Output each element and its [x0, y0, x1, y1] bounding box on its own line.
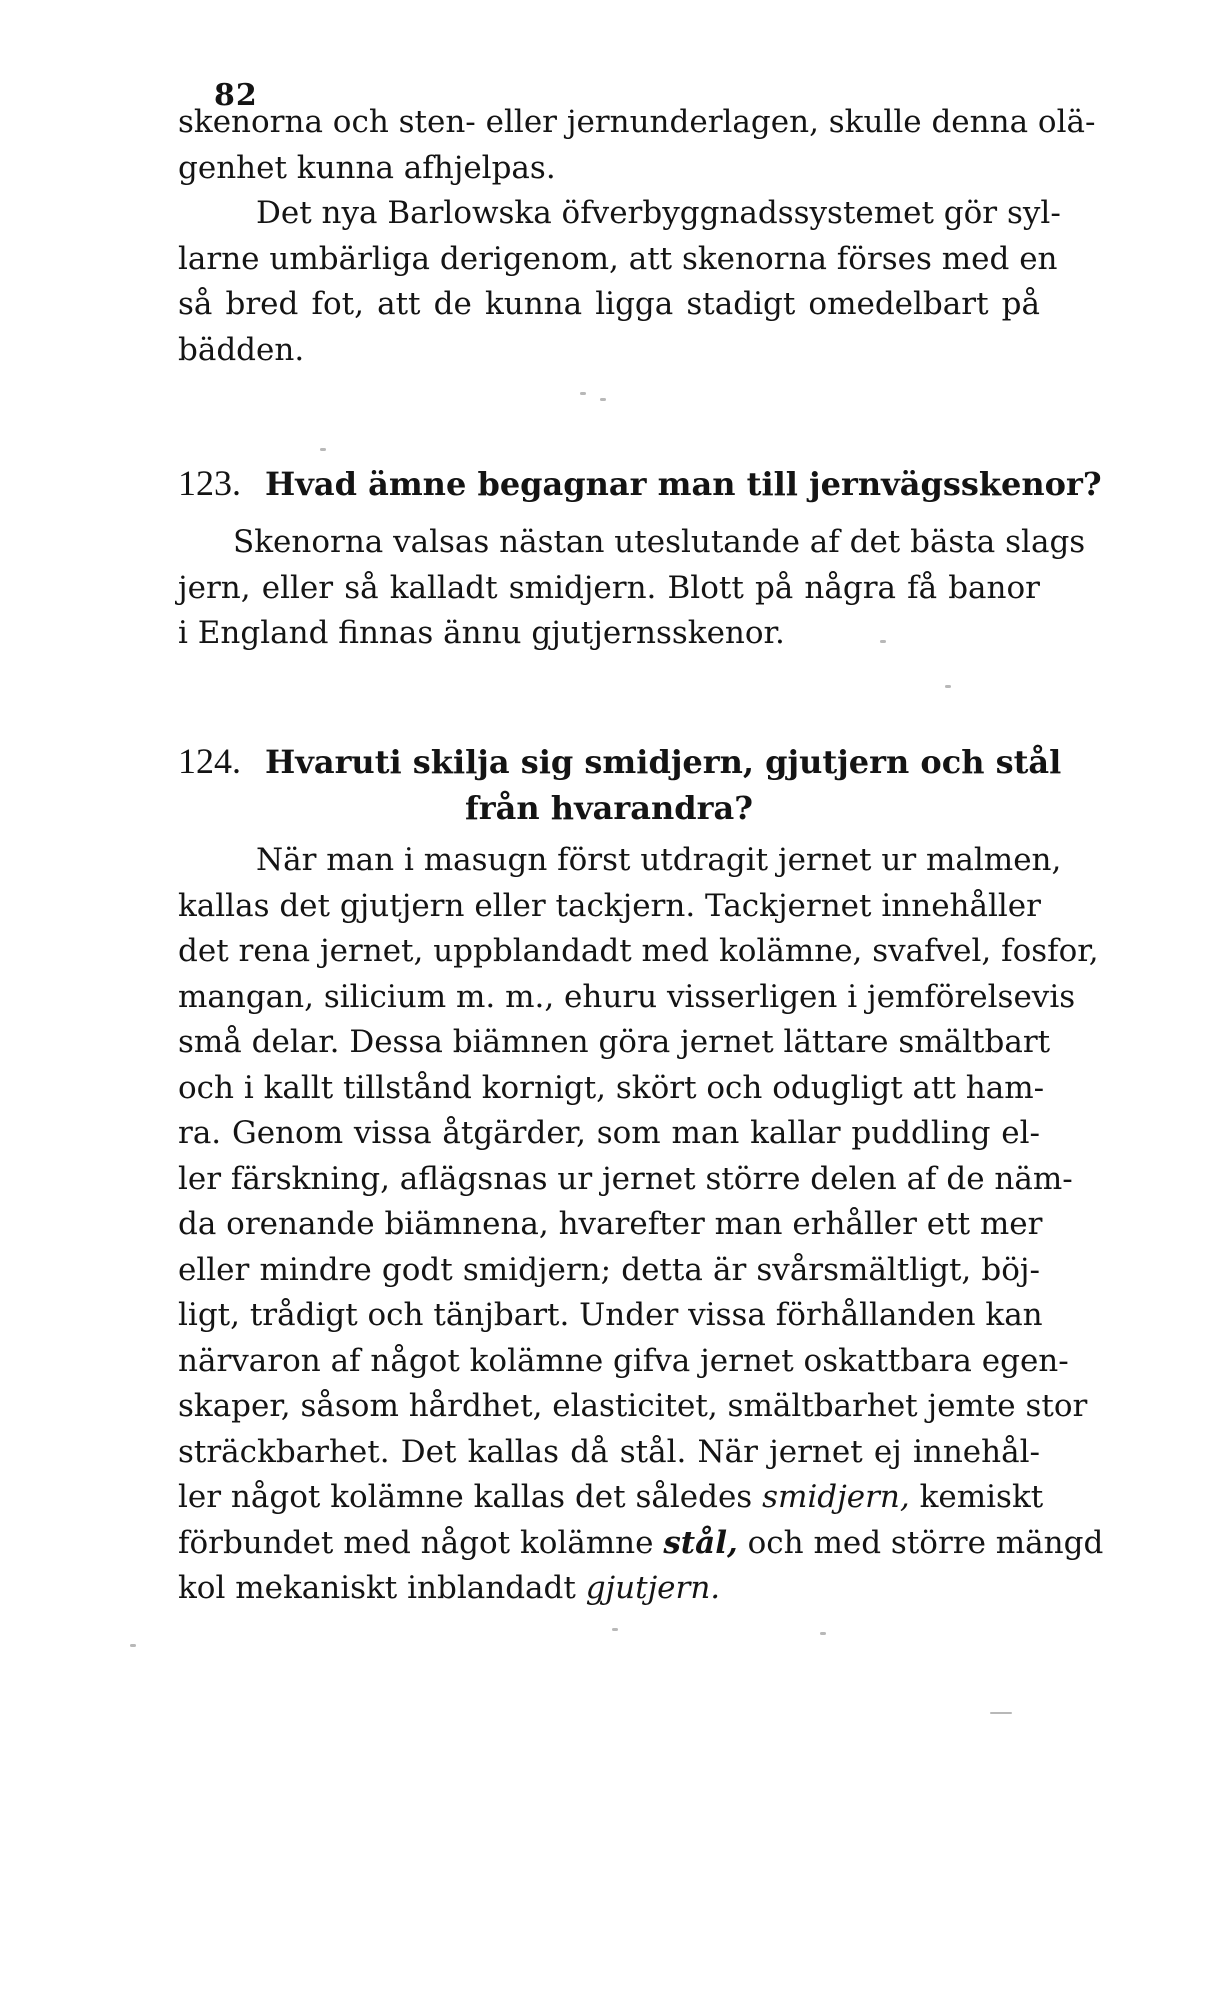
text-line: Skenorna valsas nästan uteslutande af det bästa slags	[233, 524, 1086, 560]
text-line: När man i masugn först utdragit jernet ur malmen,	[256, 842, 1062, 878]
text-line: närvaron af något kolämne gifva jernet oskattbara egen-	[178, 1342, 1069, 1379]
paper-speck	[612, 1628, 618, 1631]
intro-paragraph	[178, 100, 1096, 373]
text-line	[178, 1475, 1044, 1521]
section-number: 124.	[178, 741, 241, 781]
text-fragment: kemiskt	[909, 1479, 1044, 1515]
text-line	[178, 1566, 1040, 1612]
text-line: och i kallt tillstånd kornigt, skört och odugligt att ham-	[178, 1069, 1045, 1106]
italic-term: smidjern,	[762, 1479, 910, 1515]
text-line: eller mindre godt smidjern; detta är svårsmältligt, böj-	[178, 1251, 1040, 1288]
paper-speck	[880, 640, 886, 643]
section-124-body	[178, 838, 1104, 1612]
text-line: sträckbarhet. Det kallas då stål. När jernet ej innehål-	[178, 1433, 1040, 1470]
text-line: skaper, såsom hårdhet, elasticitet, smältbarhet jemte stor	[178, 1388, 1088, 1424]
section-123-heading-line	[178, 460, 1102, 507]
text-fragment: och med större mängd	[737, 1524, 1104, 1561]
text-line: mangan, silicium m. m., ehuru visserligen i jemförelsevis	[178, 978, 1076, 1015]
paper-speck	[820, 1632, 826, 1635]
italic-term: stål,	[663, 1524, 738, 1561]
text-line: ler färskning, aflägsnas ur jernet större delen af de näm-	[178, 1160, 1073, 1197]
paper-speck	[990, 1712, 1012, 1714]
section-124-heading-line	[178, 738, 1062, 785]
page-number: 82	[214, 78, 258, 113]
section-123-body	[178, 520, 1086, 657]
text-line: larne umbärliga derigenom, att skenorna förses med en	[178, 240, 1058, 277]
text-line: skenorna och sten- eller jernunderlagen, skulle denna olä-	[178, 104, 1096, 140]
paper-speck	[320, 448, 326, 451]
section-question: Hvad ämne begagnar man till jernvägsskenor?	[265, 465, 1102, 503]
text-line: ra. Genom vissa åtgärder, som man kallar puddling el-	[178, 1115, 1040, 1151]
text-line: bädden.	[178, 331, 305, 368]
text-line: da orenande biämnena, hvarefter man erhåller ett mer	[178, 1206, 1043, 1242]
paper-speck	[600, 398, 606, 401]
section-123-heading	[178, 460, 1102, 507]
text-fragment: kol mekaniskt inblandadt	[178, 1570, 586, 1606]
section-124-heading-line-2: från hvarandra?	[465, 789, 753, 827]
text-line: ligt, trådigt och tänjbart. Under vissa förhållanden kan	[178, 1297, 1043, 1333]
paper-speck	[130, 1644, 136, 1647]
text-line: i England finnas ännu gjutjernsskenor.	[178, 615, 785, 651]
text-line: genhet kunna afhjelpas.	[178, 149, 556, 186]
text-line: det rena jernet, uppblandadt med kolämne, svafvel, fosfor,	[178, 933, 1099, 969]
italic-term: gjutjern.	[585, 1570, 721, 1606]
paper-speck	[580, 392, 586, 395]
text-line: så bred fot, att de kunna ligga stadigt omedelbart på	[178, 286, 1040, 322]
text-line: Det nya Barlowska öfverbyggnadssystemet gör syl-	[256, 195, 1061, 231]
text-line: kallas det gjutjern eller tackjern. Tackjernet innehåller	[178, 887, 1041, 924]
section-question: Hvaruti skilja sig smidjern, gjutjern och stål	[265, 743, 1062, 781]
text-fragment: ler något kolämne kallas det således	[178, 1479, 763, 1515]
section-number: 123.	[178, 463, 241, 503]
section-124-heading	[178, 738, 1062, 831]
text-line: jern, eller så kalladt smidjern. Blott på några få banor	[178, 569, 1040, 606]
paper-speck	[945, 685, 951, 688]
text-line: små delar. Dessa biämnen göra jernet lättare smältbart	[178, 1024, 1051, 1060]
text-fragment: förbundet med något kolämne	[178, 1524, 664, 1561]
text-line	[178, 1521, 1104, 1567]
